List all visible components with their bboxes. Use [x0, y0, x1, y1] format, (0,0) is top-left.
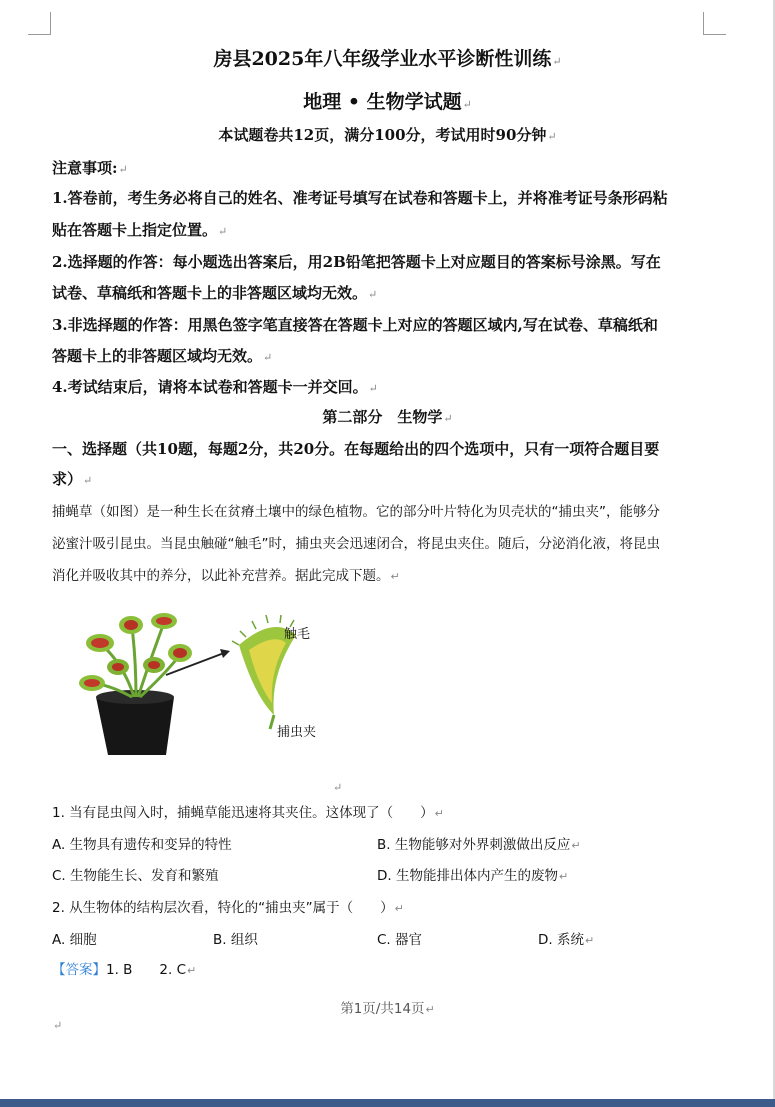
page-footer: 第1页/共14页↵ — [340, 1001, 435, 1017]
passage-line: 捕蝇草（如图）是一种生长在贫瘠土壤中的绿色植物。它的部分叶片特化为贝壳状的“捕虫夹”，能够分 — [52, 504, 660, 520]
question-1-option-b: B. 生物能够对外界刺激做出反应↵ — [377, 837, 581, 853]
note-line: 试卷、草稿纸和答题卡上的非答题区域均无效。↵ — [52, 284, 378, 302]
paragraph-mark: ↵ — [53, 1019, 63, 1032]
question-2-stem: 2. 从生物体的结构层次看，特化的“捕虫夹”属于（ ）↵ — [52, 900, 404, 916]
question-2-option-d: D. 系统↵ — [538, 932, 595, 948]
note-line: 答题卡上的非答题区域均无效。↵ — [52, 347, 273, 365]
passage-line: 消化并吸收其中的养分，以此补充营养。据此完成下题。↵ — [52, 568, 400, 584]
label-trigger-hair: 触毛 — [284, 627, 311, 642]
passage-line: 泌蜜汁吸引昆虫。当昆虫触碰“触毛”时，捕虫夹会迅速闭合，将昆虫夹住。随后，分泌消化液，将昆虫 — [52, 536, 660, 552]
question-1-option-c: C. 生物能生长、发育和繁殖 — [52, 868, 219, 884]
venus-flytrap-figure — [74, 605, 334, 755]
window-bottom-bar — [0, 1099, 775, 1107]
paragraph-mark: ↵ — [333, 781, 343, 794]
label-trap: 捕虫夹 — [277, 725, 317, 740]
question-2-option-b: B. 组织 — [213, 932, 258, 948]
crop-mark-top-left — [28, 12, 51, 35]
question-2-option-c: C. 器官 — [377, 932, 423, 948]
section-instruction: 一、选择题（共10题，每题2分，共20分。在每题给出的四个选项中，只有一项符合题目要 — [52, 440, 660, 458]
document-title: 房县2025年八年级学业水平诊断性训练↵ — [213, 48, 562, 70]
document-subtitle: 地理 • 生物学试题↵ — [303, 91, 472, 113]
crop-mark-top-right — [703, 12, 726, 35]
note-line: 贴在答题卡上指定位置。↵ — [52, 221, 228, 239]
answer-line: 【答案】1. B 2. C↵ — [52, 962, 197, 978]
question-1-option-d: D. 生物能排出体内产生的废物↵ — [377, 868, 569, 884]
question-2-option-a: A. 细胞 — [52, 932, 97, 948]
section-instruction: 求）↵ — [52, 470, 93, 488]
question-1-option-a: A. 生物具有遗传和变异的特性 — [52, 837, 232, 853]
question-1-stem: 1. 当有昆虫闯入时，捕蝇草能迅速将其夹住。这体现了（ ）↵ — [52, 805, 444, 821]
note-line: 1.答卷前，考生务必将自己的姓名、准考证号填写在试卷和答题卡上，并将准考证号条形码粘 — [52, 189, 668, 207]
exam-info: 本试题卷共12页，满分100分，考试用时90分钟↵ — [218, 126, 557, 144]
notes-heading: 注意事项:↵ — [52, 159, 128, 177]
section-title: 第二部分 生物学↵ — [322, 408, 453, 426]
note-line: 4.考试结束后，请将本试卷和答题卡一并交回。↵ — [52, 378, 378, 396]
note-line: 2.选择题的作答：每小题选出答案后，用2B铅笔把答题卡上对应题目的答案标号涂黑。写在 — [52, 253, 661, 271]
note-line: 3.非选择题的作答：用黑色签字笔直接答在答题卡上对应的答题区域内,写在试卷、草稿纸和 — [52, 316, 658, 334]
answer-tag: 【答案】 — [52, 962, 106, 978]
